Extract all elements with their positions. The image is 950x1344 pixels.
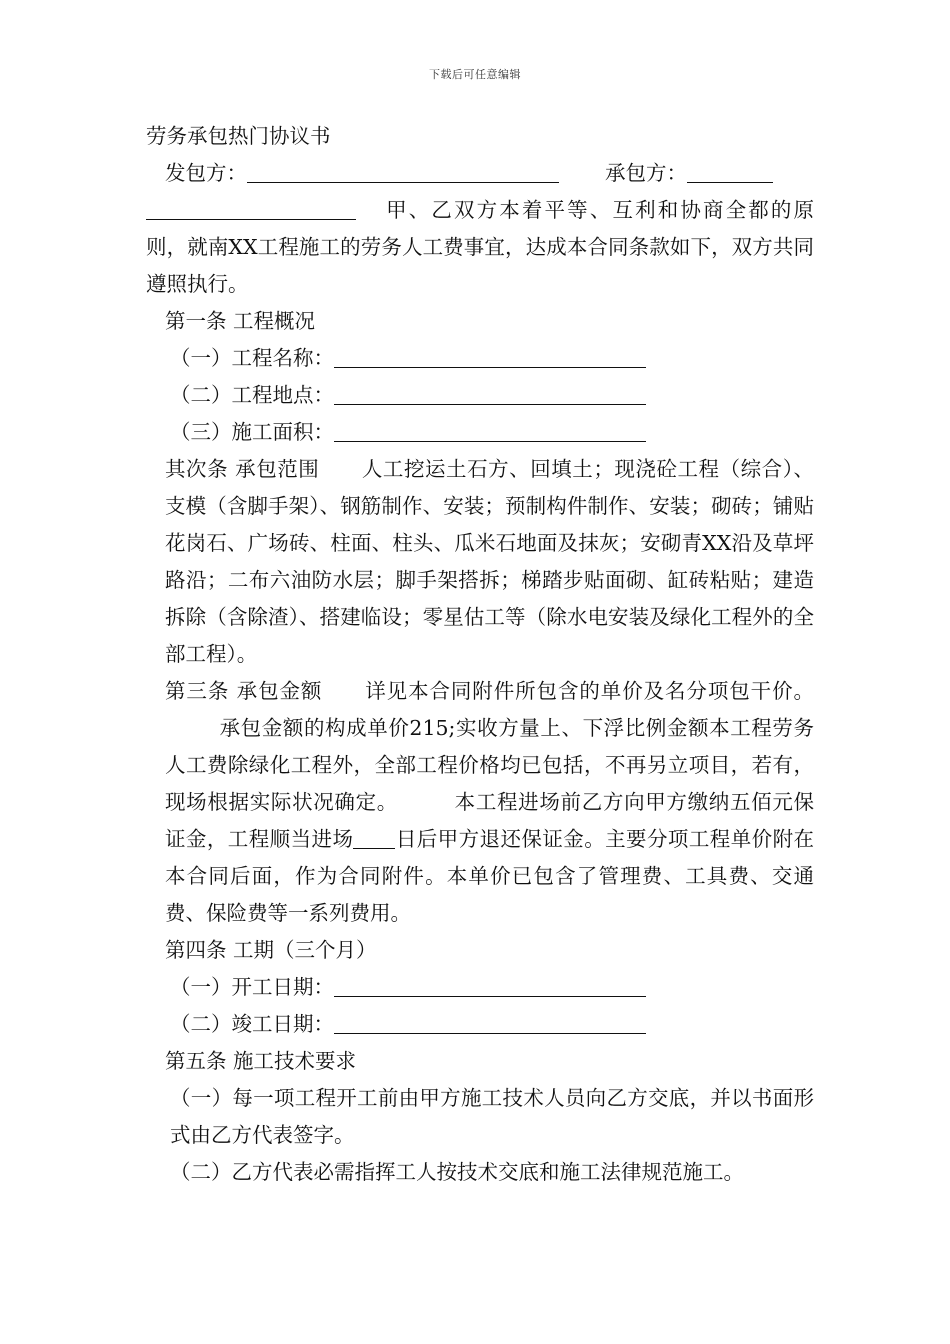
- project-location-label: （二）工程地点：: [170, 383, 334, 407]
- parties-line: [146, 155, 814, 192]
- article-5-title: 第五条 施工技术要求: [165, 1049, 357, 1073]
- construction-area-blank: [334, 440, 646, 442]
- construction-area-line: [146, 414, 814, 451]
- project-location-blank: [334, 403, 646, 405]
- article-5-item-1: （一）每一项工程开工前由甲方施工技术人员向乙方交底，并以书面形式由乙方代表签字。: [170, 1086, 814, 1147]
- party-b-label: 承包方：: [605, 161, 687, 185]
- article-5-item-2: （二）乙方代表必需指挥工人按技术交底和施工法律规范施工。: [170, 1160, 744, 1184]
- start-date-blank: [334, 995, 646, 997]
- start-date-line: [146, 969, 814, 1006]
- completion-date-line: [146, 1006, 814, 1043]
- page-header-caption: 下载后可任意编辑: [429, 68, 521, 81]
- completion-date-blank: [334, 1032, 646, 1034]
- document-title: 劳务承包热门协议书: [146, 124, 331, 148]
- project-name-label: （一）工程名称：: [170, 346, 334, 370]
- article-4-title: 第四条 工期（三个月）: [165, 938, 377, 962]
- completion-date-label: （二）竣工日期：: [170, 1012, 334, 1036]
- article-1-title: 第一条 工程概况: [165, 309, 316, 333]
- article-2-title: 其次条 承包范围: [165, 457, 320, 481]
- article-3-title: 第三条 承包金额: [165, 679, 323, 703]
- party-a-label: 发包方：: [165, 161, 247, 185]
- party-a-blank: [247, 181, 559, 183]
- intro-paragraph: [146, 192, 814, 303]
- article-2-paragraph: [146, 451, 814, 673]
- article-3-text-1: 详见本合同附件所包含的单价及名分项包干价。: [364, 679, 814, 703]
- construction-area-label: （三）施工面积：: [170, 420, 334, 444]
- article-3-text-2: 承包金额的构成单价215;实收方量上、下浮比例金额本工程劳务人工费除绿化工程外，全部工程价格均已包括，不再另立项目，若有，现场根据实际状况确定。: [165, 716, 814, 814]
- party-b-blank-end: [146, 218, 356, 220]
- article-2-body: 人工挖运土石方、回填土；现浇砼工程（综合）、支模（含脚手架）、钢筋制作、安装；预制构件制作、安装；砌砖；铺贴花岗石、广场砖、柱面、柱头、瓜米石地面及抹灰；安砌青XX沿及草坪路沿；二布六油防水层；脚手架搭拆；梯踏步贴面砌、缸砖粘贴；建造拆除（含除渣）、搭建临设；零星估工等（除水电安装及绿化工程外的全部工程）。: [165, 457, 814, 666]
- contract-document: [146, 118, 814, 1191]
- project-name-line: [146, 340, 814, 377]
- party-b-blank-start: [687, 181, 773, 183]
- entry-days-blank: [353, 847, 395, 849]
- intro-text: 甲、乙双方本着平等、互利和协商全都的原则，就南XX工程施工的劳务人工费事宜，达成本合同条款如下，双方共同遵照执行。: [146, 198, 814, 296]
- article-3-text-3b: 日后甲方退还保证金。主要分项工程单价附在本合同后面，作为合同附件。本单价已包含了管理费、工具费、交通费、保险费等一系列费用。: [165, 827, 815, 925]
- project-location-line: [146, 377, 814, 414]
- start-date-label: （一）开工日期：: [170, 975, 334, 999]
- article-3-paragraph: [146, 673, 814, 932]
- article-3-text-3a: 本工程进场前乙方向甲方缴纳五佰元保证金，工程顺当进场: [165, 790, 815, 851]
- project-name-blank: [334, 366, 646, 368]
